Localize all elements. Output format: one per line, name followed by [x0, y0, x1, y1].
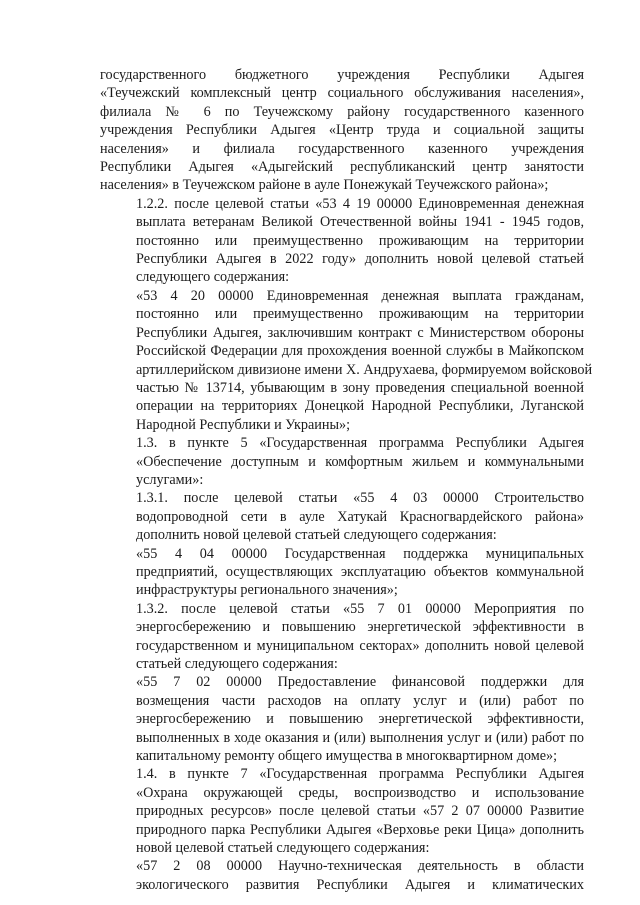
document-paragraph — [100, 600, 584, 674]
text-line: Народной Республики и Украины»; — [136, 416, 351, 433]
text-line: «Охрана окружающей среды, воспроизводство и использование — [136, 784, 584, 801]
text-line: предприятий, осуществляющих эксплуатацию объектов коммунальной — [136, 563, 584, 580]
text-line: Республики Адыгея «Адыгейский республиканский центр занятости — [100, 159, 584, 176]
text-line: государственного бюджетного учреждения Республики Адыгея — [100, 67, 584, 83]
text-line: выплата ветеранам Великой Отечественной войны 1941 - 1945 годов, — [136, 214, 584, 231]
document-paragraph — [100, 287, 593, 434]
text-line: «57 2 08 00000 Научно-техническая деятельность в области — [136, 858, 584, 875]
text-line: «55 4 04 00000 Государственная поддержка муниципальных — [136, 545, 584, 562]
text-line: энергосбережению и повышению энергетической эффективности, — [136, 711, 584, 728]
document-paragraph — [100, 434, 584, 489]
text-line: Российской Федерации для прохождения военной службы в Майкопском — [136, 343, 584, 360]
text-line: населения» в Теучежском районе в ауле Понежукай Теучежского района»; — [100, 177, 549, 194]
text-line: энергосбережению и повышению энергетической эффективности в — [136, 619, 584, 636]
text-line: 1.3.2. после целевой статьи «55 7 01 00000 Мероприятия по — [136, 600, 584, 617]
document-paragraph — [100, 489, 584, 544]
text-line: «55 7 02 00000 Предоставление финансовой поддержки для — [136, 674, 584, 691]
text-line: дополнить новой целевой статьей следующего содержания: — [136, 527, 497, 544]
text-line: возмещения части расходов на оплату услуг и (или) работ по — [136, 692, 584, 709]
text-line: 1.2.2. после целевой статьи «53 4 19 00000 Единовременная денежная — [136, 195, 584, 212]
text-line: природных ресурсов» после целевой статьи «57 2 07 00000 Развитие — [136, 803, 584, 820]
text-line: 1.4. в пункте 7 «Государственная программа Республики Адыгея — [136, 766, 584, 783]
document-paragraph — [100, 545, 584, 600]
text-line: 1.3. в пункте 5 «Государственная программа Республики Адыгея — [136, 435, 584, 452]
text-line: государственном и муниципальном секторах» дополнить новой целевой — [136, 637, 584, 654]
text-line: Республики Адыгея в 2022 году» дополнить новой целевой статьей — [136, 251, 584, 268]
text-line: водопроводной сети в ауле Хатукай Красногвардейского района» — [136, 508, 584, 525]
text-line: «Обеспечение доступным и комфортным жильем и коммунальными — [136, 453, 584, 470]
text-line: новой целевой статьей следующего содержания: — [136, 840, 430, 857]
text-line: филиала № 6 по Теучежскому району государственного казенного — [100, 103, 584, 120]
document-paragraph — [100, 195, 584, 287]
text-line: следующего содержания: — [136, 269, 290, 286]
text-line: артиллерийском дивизионе имени Х. Андрухаева, формируемом войсковой — [136, 361, 593, 378]
text-line: услугами»: — [136, 471, 204, 488]
text-line: статьей следующего содержания: — [136, 656, 338, 672]
document-paragraph — [100, 857, 584, 894]
text-line: природного парка Республики Адыгея «Верховье реки Цица» дополнить — [136, 821, 584, 838]
text-line: капитальному ремонту общего имущества в многоквартирном доме»; — [136, 748, 558, 765]
text-line: инфраструктуры регионального значения»; — [136, 582, 398, 599]
document-paragraph — [100, 66, 584, 195]
text-line: операции на территориях Донецкой Народной Республики, Луганской — [136, 398, 584, 415]
text-line: 1.3.1. после целевой статьи «55 4 03 00000 Строительство — [136, 490, 584, 507]
text-line: выполненных в ходе оказания и (или) выполнения услуг и (или) работ по — [136, 729, 584, 746]
document-body — [100, 66, 593, 894]
text-line: экологического развития Республики Адыгея и климатических — [136, 876, 584, 893]
text-line: населения» и филиала государственного казенного учреждения — [100, 140, 584, 157]
document-paragraph — [100, 673, 584, 765]
text-line: постоянно или преимущественно проживающим на территории — [136, 306, 584, 323]
text-line: частью № 13714, убывающим в зону проведения специальной военной — [136, 379, 584, 396]
text-line: постоянно или преимущественно проживающим на территории — [136, 232, 584, 249]
document-paragraph — [100, 765, 584, 857]
text-line: учреждения Республики Адыгея «Центр труда и социальной защиты — [100, 122, 584, 139]
text-line: Республики Адыгея, заключившим контракт с Министерством обороны — [136, 324, 584, 341]
text-line: «53 4 20 00000 Единовременная денежная выплата гражданам, — [136, 287, 584, 304]
text-line: «Теучежский комплексный центр социального обслуживания населения», — [100, 85, 584, 102]
